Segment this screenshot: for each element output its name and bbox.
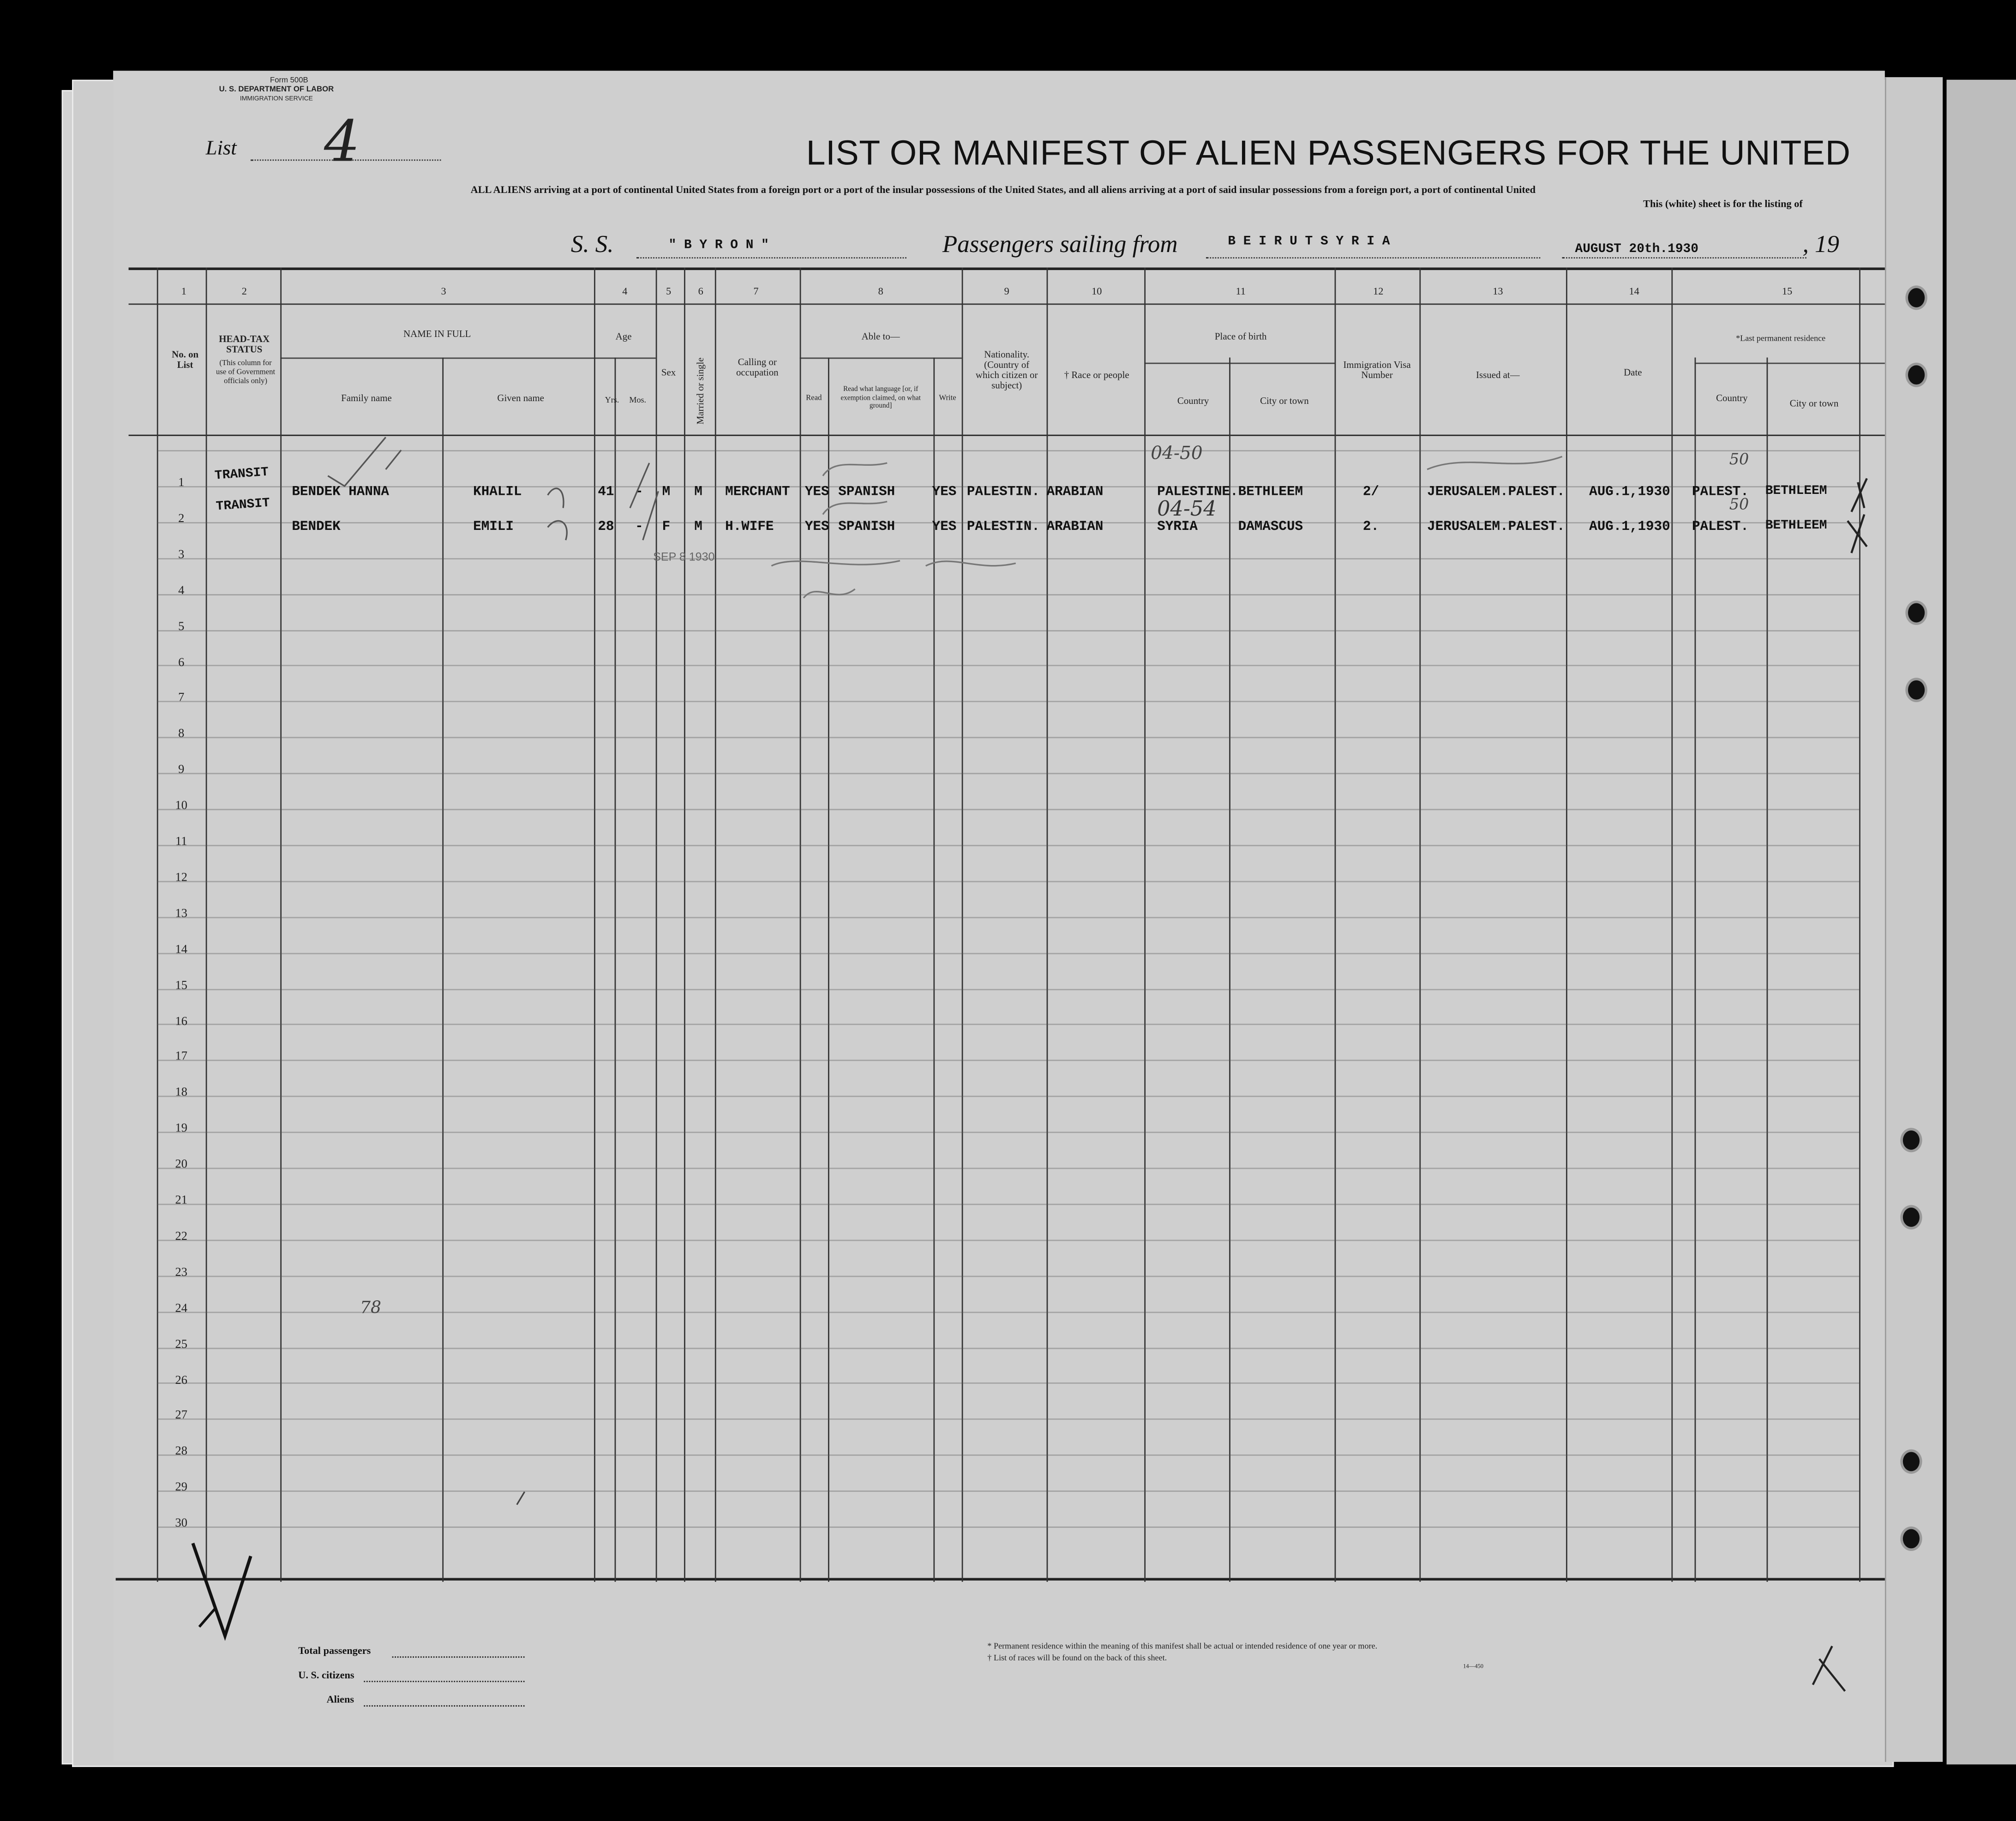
race: ARABIAN xyxy=(1046,485,1104,500)
row-number: 4 xyxy=(178,584,185,598)
hdr-write: Write xyxy=(939,395,956,403)
colnum: 13 xyxy=(1493,285,1503,297)
can-write: YES xyxy=(932,485,957,500)
occupation: MERCHANT xyxy=(725,485,790,500)
row-number: 24 xyxy=(175,1302,188,1316)
colnum: 7 xyxy=(753,285,759,297)
scribble-icon xyxy=(823,463,887,476)
date-stamp: SEP 8 1930 xyxy=(653,550,715,564)
birth-country: PALESTINE. xyxy=(1157,485,1238,500)
row-number: 22 xyxy=(175,1230,188,1244)
married-status: M xyxy=(694,519,702,535)
handwritten-code: 04-50 xyxy=(1151,444,1203,464)
colnum: 10 xyxy=(1092,285,1102,297)
hdr-head-tax-note: (This column for use of Government officials only) xyxy=(216,360,276,386)
colnum: 8 xyxy=(878,285,883,297)
given-name: KHALIL xyxy=(473,485,522,500)
row-number: 5 xyxy=(178,620,185,634)
total-passengers-label: Total passengers xyxy=(298,1645,371,1657)
row-number: 14 xyxy=(175,944,188,956)
colnum: 2 xyxy=(241,285,247,297)
scribble-icon xyxy=(804,589,855,598)
given-name: EMILI xyxy=(473,519,514,535)
row-number: 13 xyxy=(175,907,188,921)
department: U. S. DEPARTMENT OF LABOR xyxy=(219,86,334,94)
service: IMMIGRATION SERVICE xyxy=(240,95,313,103)
form-code: 14—450 xyxy=(1463,1663,1484,1670)
row-number: 30 xyxy=(175,1517,188,1531)
can-read: YES xyxy=(804,519,829,535)
colnum: 14 xyxy=(1629,285,1639,297)
hdr-family-name: Family name xyxy=(341,392,392,404)
hdr-mos: Mos. xyxy=(629,396,647,405)
birth-city: DAMASCUS xyxy=(1238,519,1303,535)
row-number: 29 xyxy=(175,1482,188,1495)
sex: F xyxy=(662,519,671,535)
family-name: BENDEK xyxy=(292,519,341,535)
check-mark-icon xyxy=(199,1608,216,1627)
row-number: 9 xyxy=(178,764,185,777)
subtitle: ALL ALIENS arriving at a port of continental United States from a foreign port or a port of the insular possessions of the United States, and all aliens arriving at a port of said insular possessions from a foreign port, a port of continental United xyxy=(470,184,1536,196)
row-number: 2 xyxy=(178,513,185,526)
sex: M xyxy=(662,485,671,500)
birth-country: SYRIA xyxy=(1157,519,1198,535)
hdr-race: † Race or people xyxy=(1064,369,1129,381)
hdr-nationality: Nationality. (Country of which citizen or subject) xyxy=(975,349,1038,391)
aliens-field xyxy=(364,1705,524,1707)
hdr-read: Read xyxy=(806,395,822,403)
row-number: 23 xyxy=(175,1266,188,1280)
head-tax-stamp: TRANSIT xyxy=(216,497,270,515)
birth-city: BETHLEEM xyxy=(1238,485,1303,500)
visa-number: 2/ xyxy=(1362,485,1379,500)
row-number: 11 xyxy=(175,835,187,849)
row-number: 1 xyxy=(178,477,185,490)
handwritten-code: 50 xyxy=(1729,495,1749,513)
hdr-visa: Immigration Visa Number xyxy=(1343,359,1411,381)
year-label: , 19 xyxy=(1802,231,1839,258)
head-tax-stamp: TRANSIT xyxy=(214,466,270,484)
age-months: - xyxy=(635,485,643,500)
cross-mark-icon xyxy=(1851,478,1866,511)
tick-mark-icon xyxy=(630,463,649,508)
issued-at: JERUSALEM.PALEST. xyxy=(1427,519,1565,535)
hdr-birth-country: Country xyxy=(1177,395,1209,407)
scribble-icon xyxy=(823,502,887,515)
row-number: 7 xyxy=(178,692,185,705)
residence-country: PALEST. xyxy=(1692,519,1749,535)
colnum: 3 xyxy=(441,285,446,297)
list-label: List xyxy=(205,138,237,160)
colnum: 4 xyxy=(622,285,628,297)
ss-label: S. S. xyxy=(570,231,614,258)
row-number: 26 xyxy=(175,1374,188,1387)
tick-mark-icon xyxy=(643,491,658,540)
row-number: 25 xyxy=(175,1338,188,1352)
hdr-age: Age xyxy=(615,331,632,343)
hdr-yrs: Yrs. xyxy=(605,396,619,405)
row-number: 27 xyxy=(175,1410,188,1423)
hdr-place-of-birth: Place of birth xyxy=(1214,331,1267,343)
colnum: 11 xyxy=(1236,285,1246,297)
can-read: YES xyxy=(804,485,829,500)
signature-scribble-icon xyxy=(548,488,564,508)
language: SPANISH xyxy=(838,519,895,535)
total-passengers-field xyxy=(392,1656,525,1658)
list-number: 4 xyxy=(324,109,360,175)
row-number: 28 xyxy=(175,1446,188,1459)
colnum: 1 xyxy=(181,285,186,297)
nationality: PALESTIN. xyxy=(966,519,1040,535)
cross-mark-icon xyxy=(1848,514,1867,553)
us-citizens-label: U. S. citizens xyxy=(298,1669,354,1681)
port-of-departure: B E I R U T S Y R I A xyxy=(1228,235,1390,250)
aliens-label: Aliens xyxy=(326,1694,354,1706)
nationality: PALESTIN. xyxy=(966,485,1040,500)
language: SPANISH xyxy=(838,485,895,500)
us-citizens-field xyxy=(364,1681,524,1682)
large-check-mark-icon xyxy=(193,1543,251,1636)
hdr-res-city: City or town xyxy=(1789,397,1839,409)
row-number: 15 xyxy=(175,979,188,992)
sailing-label: Passengers sailing from xyxy=(942,231,1178,258)
colnum: 6 xyxy=(698,285,703,297)
hdr-no-on-list: No. on List xyxy=(172,349,199,371)
scribble-icon xyxy=(1427,457,1562,469)
hdr-res-country: Country xyxy=(1716,392,1748,404)
issue-date: AUG.1,1930 xyxy=(1589,519,1670,535)
row-number: 10 xyxy=(175,800,188,813)
hdr-issued-at: Issued at— xyxy=(1476,369,1520,381)
subtitle-2: This (white) sheet is for the listing of xyxy=(1643,198,1803,210)
row-number: 8 xyxy=(178,728,185,741)
visa-number: 2. xyxy=(1362,519,1379,535)
check-mark-icon xyxy=(328,437,385,486)
hdr-given-name: Given name xyxy=(497,392,544,404)
handwritten-code: 04-54 xyxy=(1157,496,1217,521)
colnum: 5 xyxy=(666,285,672,297)
occupation: H.WIFE xyxy=(725,519,774,535)
residence-city: BETHLEEM xyxy=(1765,485,1827,499)
scribble-icon xyxy=(771,561,1015,566)
page-title: LIST OR MANIFEST OF ALIEN PASSENGERS FOR THE UNITED xyxy=(806,133,1851,173)
row-number: 20 xyxy=(175,1159,188,1172)
race: ARABIAN xyxy=(1046,519,1104,535)
row-number: 18 xyxy=(175,1087,188,1100)
sailing-date: AUGUST 20th.1930 xyxy=(1575,243,1698,258)
row-number: 16 xyxy=(175,1015,188,1028)
row-number: 19 xyxy=(175,1123,188,1136)
form-number: Form 500B xyxy=(270,77,308,85)
colnum: 9 xyxy=(1004,285,1009,297)
hdr-read-language: Read what language [or, if exemption claimed, on what ground] xyxy=(840,385,921,410)
residence-country: PALEST. xyxy=(1692,485,1749,500)
row-number: 6 xyxy=(178,656,185,670)
colnum: 12 xyxy=(1373,285,1384,297)
row-number: 21 xyxy=(175,1195,188,1208)
age-years: 28 xyxy=(598,519,614,535)
tick-mark-icon xyxy=(517,1492,525,1505)
footnote-races: † List of races will be found on the back of this sheet. xyxy=(987,1653,1167,1663)
colnum: 15 xyxy=(1782,285,1793,297)
family-name: BENDEK HANNA xyxy=(292,485,390,500)
signature-scribble-icon xyxy=(548,521,567,540)
handwritten-number: 78 xyxy=(360,1298,382,1318)
cross-mark-icon xyxy=(1813,1646,1845,1691)
check-mark-icon xyxy=(386,450,401,469)
hdr-date: Date xyxy=(1624,367,1642,379)
hdr-last-residence: *Last permanent residence xyxy=(1736,334,1826,343)
row-number: 3 xyxy=(178,549,185,562)
age-months: - xyxy=(635,519,643,535)
hdr-head-tax: HEAD-TAX STATUS xyxy=(219,333,270,355)
hdr-birth-city: City or town xyxy=(1260,395,1309,407)
issue-date: AUG.1,1930 xyxy=(1589,485,1670,500)
hdr-name-in-full: NAME IN FULL xyxy=(403,328,471,340)
married-status: M xyxy=(694,485,702,500)
footnote-residence: * Permanent residence within the meaning of this manifest shall be actual or intended residence of one year or more. xyxy=(987,1642,1378,1652)
residence-city: BETHLEEM xyxy=(1765,519,1827,534)
hdr-married: Married or single xyxy=(694,357,706,425)
handwritten-code: 50 xyxy=(1729,450,1749,469)
row-number: 17 xyxy=(175,1051,188,1064)
can-write: YES xyxy=(932,519,957,535)
row-number: 12 xyxy=(175,871,188,885)
hdr-calling: Calling or occupation xyxy=(736,356,779,379)
issued-at: JERUSALEM.PALEST. xyxy=(1427,485,1565,500)
hdr-sex: Sex xyxy=(661,367,676,379)
hdr-able-to: Able to— xyxy=(861,331,900,343)
age-years: 41 xyxy=(598,485,614,500)
ship-name: " B Y R O N " xyxy=(668,239,769,253)
